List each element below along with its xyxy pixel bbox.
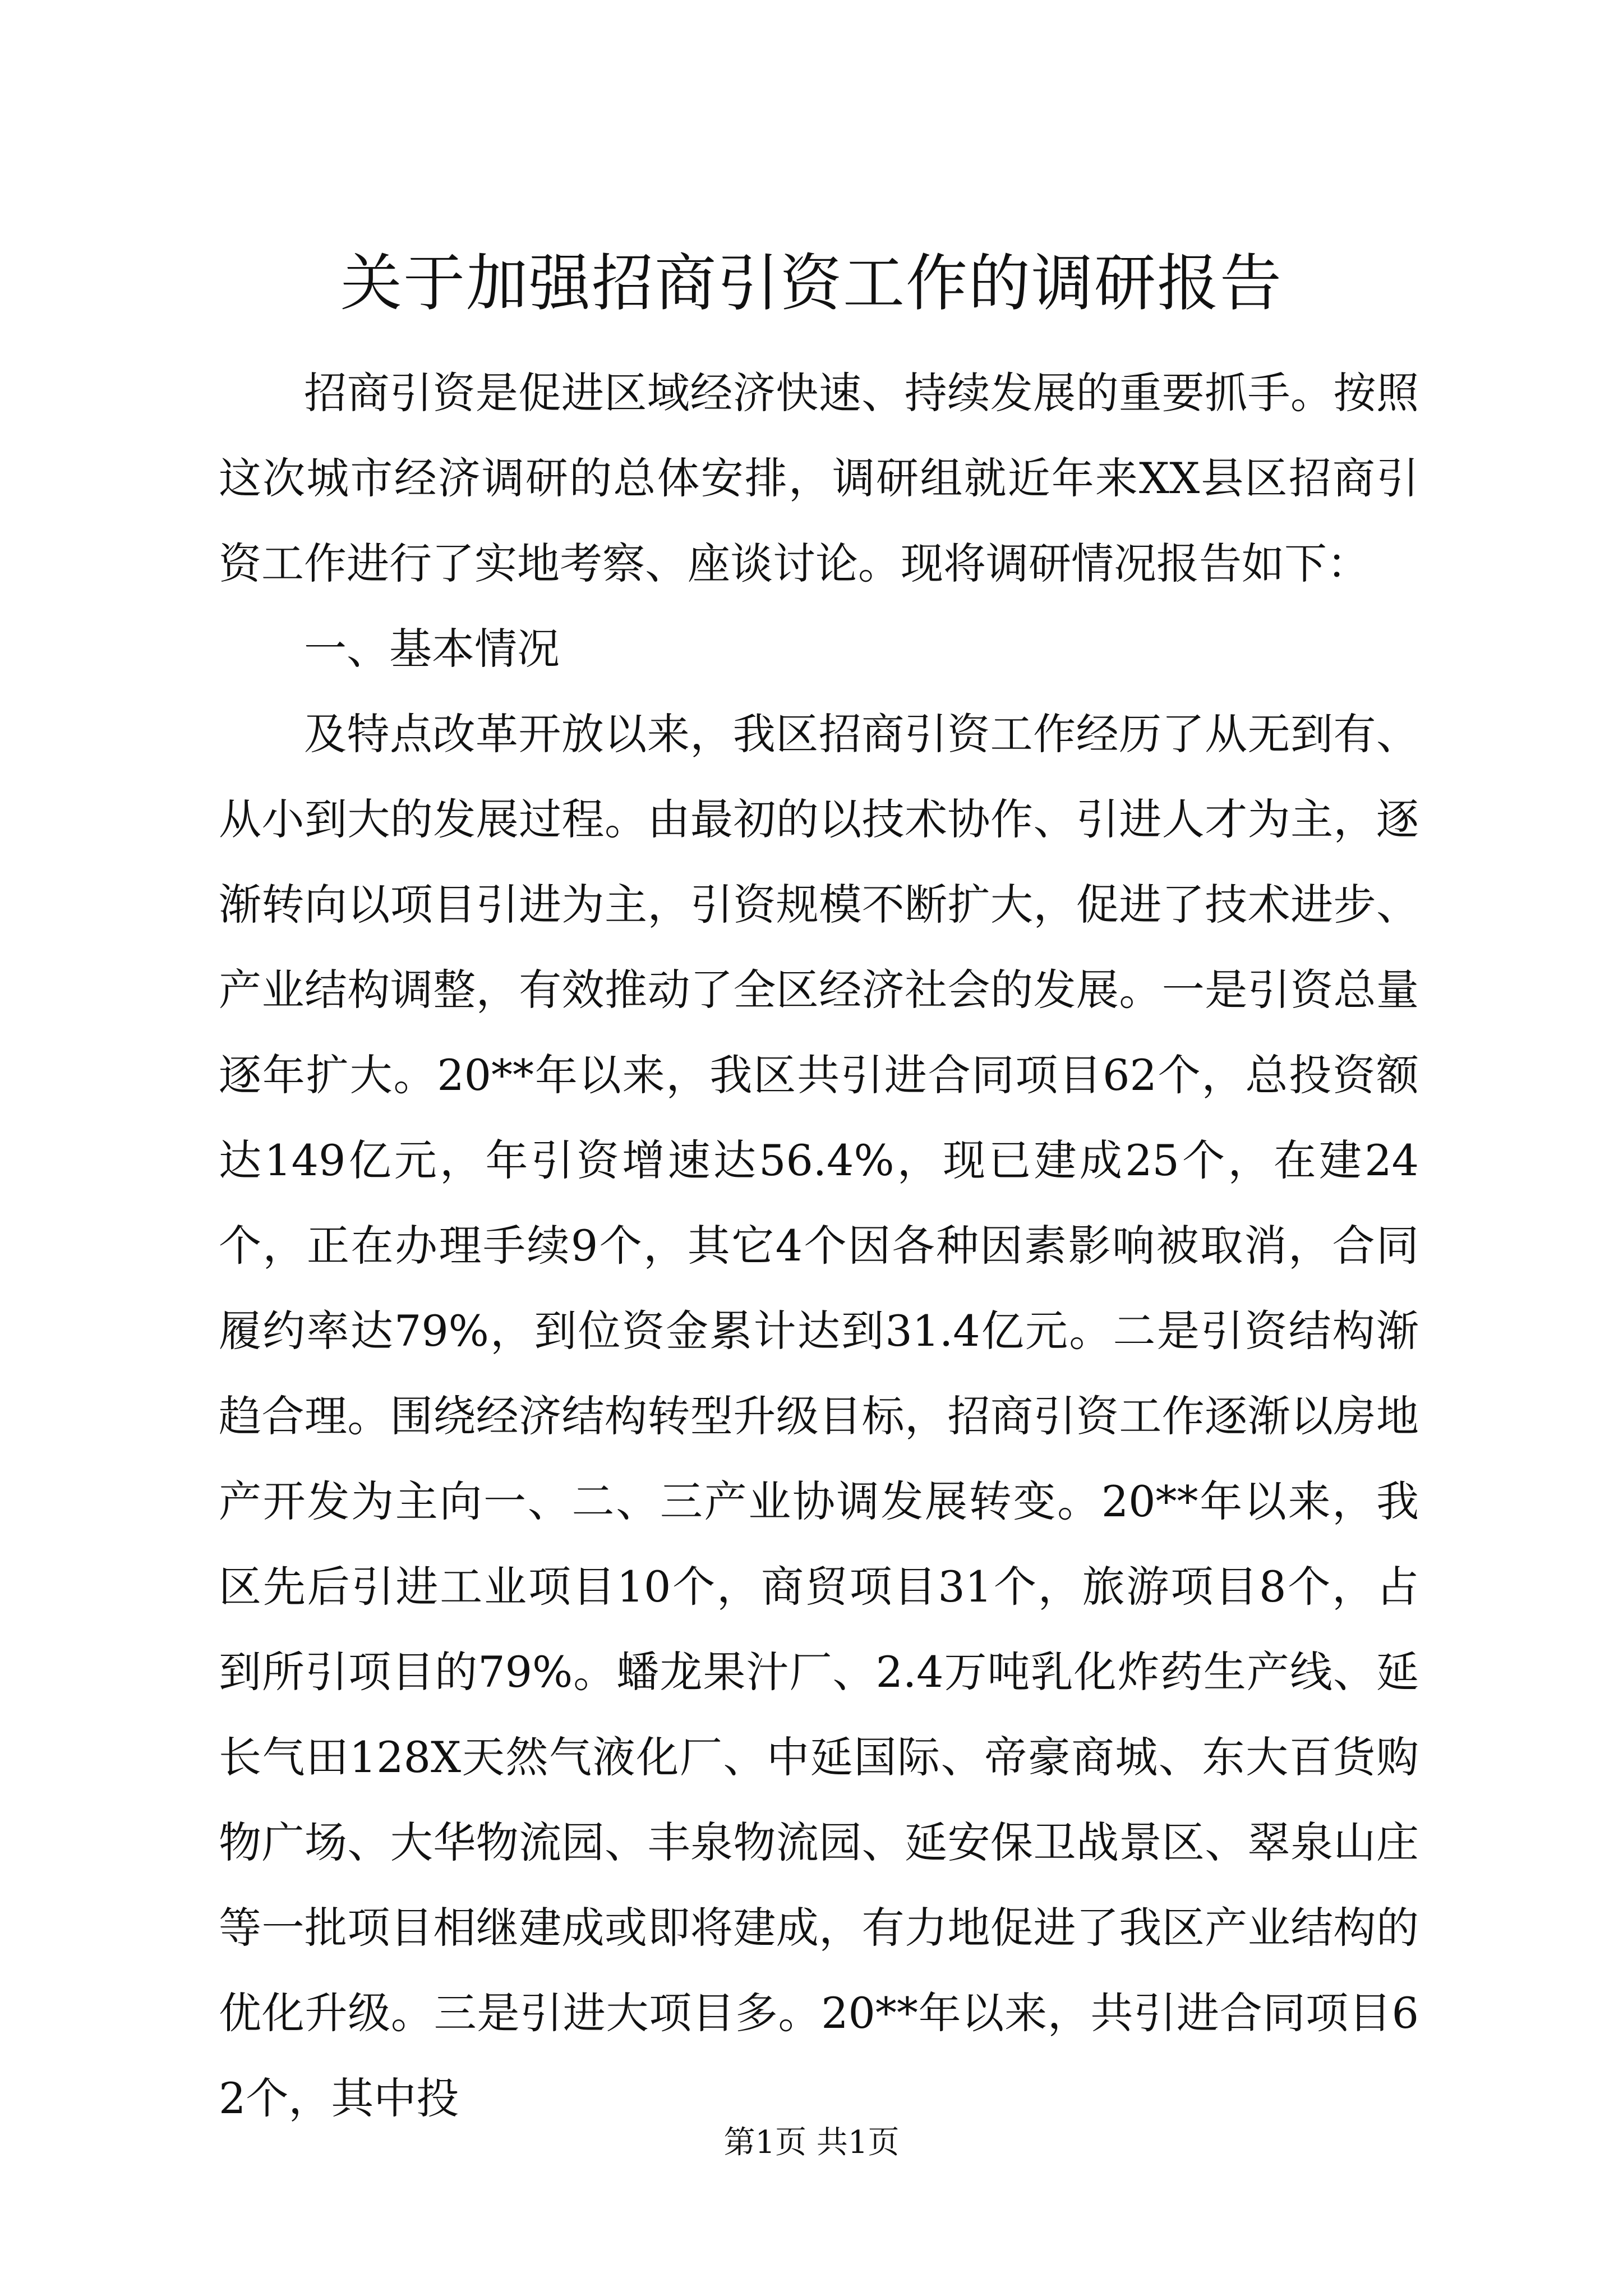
intro-paragraph: 招商引资是促进区域经济快速、持续发展的重要抓手。按照这次城市经济调研的总体安排，调研组就近年来XX县区招商引资工作进行了实地考察、座谈讨论。现将调研情况报告如下： xyxy=(219,368,1419,588)
page-footer: 第1页 共1页 xyxy=(723,2124,900,2161)
document-body xyxy=(219,351,1419,2141)
section-heading: 一、基本情况 xyxy=(304,624,560,674)
document-title: 关于加强招商引资工作的调研报告 xyxy=(340,247,1283,319)
body-paragraph: 及特点改革开放以来，我区招商引资工作经历了从无到有、从小到大的发展过程。由最初的以技术协作、引进人才为主，逐渐转向以项目引进为主，引资规模不断扩大，促进了技术进步、产业结构调整，有效推动了全区经济社会的发展。一是引资总量逐年扩大。20**年以来，我区共引进合同项目62个，总投资额达149亿元，年引资增速达56.4%，现已建成25个，在建24个，正在办理手续9个，其它4个因各种因素影响被取消，合同履约率达79%，到位资金累计达到31.4亿元。二是引资结构渐趋合理。围绕经济结构转型升级目标，招商引资工作逐渐以房地产开发为主向一、二、三产业协调发展转变。20**年以来，我区先后引进工业项目10个，商贸项目31个，旅游项目8个，占到所引项目的79%。蟠龙果汁厂、2.4万吨乳化炸药生产线、延长气田128X天然气液化厂、中延国际、帝豪商城、东大百货购物广场、大华物流园、丰泉物流园、延安保卫战景区、翠泉山庄等一批项目相继建成或即将建成，有力地促进了我区产业结构的优化升级。三是引进大项目多。20**年以来，共引进合同项目62个，其中投 xyxy=(219,709,1419,2123)
